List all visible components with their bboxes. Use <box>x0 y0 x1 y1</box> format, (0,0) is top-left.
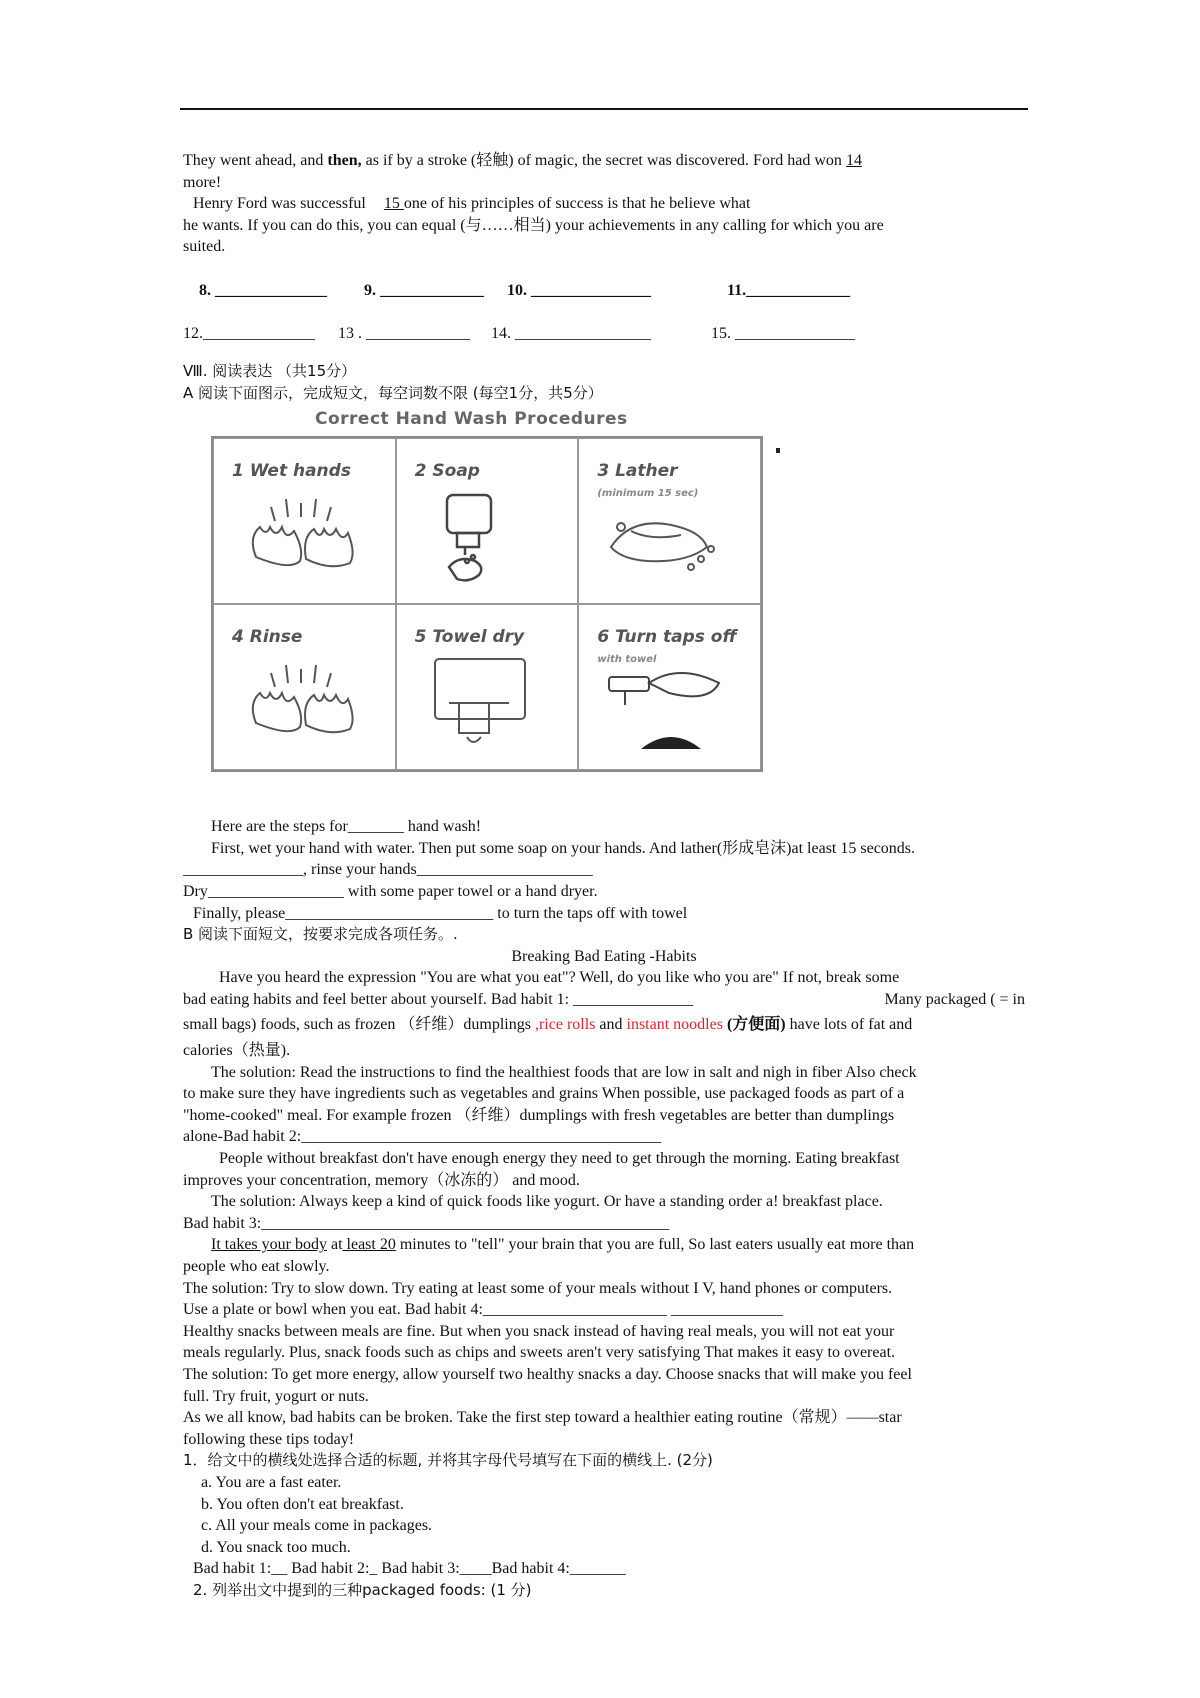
task-option: b. You often don't eat breakfast. <box>201 1495 404 1513</box>
step-cell <box>578 438 761 604</box>
story-line-1: They went ahead, and then, as if by a stroke (轻触) of magic, the secret was discovered. Ford had won 14 <box>183 152 862 169</box>
passage-b-line: to make sure they have ingredients such as vegetables and grains When possible, use packaged foods as part of a <box>183 1085 905 1103</box>
lather-hands-icon <box>601 487 731 587</box>
passage-a-line-2: First, wet your hand with water. Then put some soap on your hands. And lather(形成皂沫)at least 15 seconds. <box>211 839 916 857</box>
passage-b-line: Healthy snacks between meals are fine. But when you snack instead of having real meals, you will not eat your <box>183 1322 895 1340</box>
story-line-2: more! <box>183 173 222 191</box>
stray-mark <box>776 448 780 453</box>
answer-row-1: 8. ______________ 9. _____________ 10. _______________ 11._____________ <box>199 281 851 299</box>
step-label: 4 Rinse <box>232 627 303 648</box>
passage-a-line-1: Here are the steps for_______ hand wash! <box>211 818 482 836</box>
passage-b-line: small bags) foods, such as frozen （纤维）dumplings ,rice rolls and instant noodles (方便面) have lots of fat and <box>183 1016 913 1034</box>
passage-b-line: People without breakfast don't have enough energy they need to get through the morning. Eating breakfast <box>219 1150 900 1168</box>
blank-15: 15 <box>383 195 404 213</box>
passage-b-line: bad eating habits and feel better about yourself. Bad habit 1: _______________ Many packaged ( = in <box>183 990 1025 1008</box>
task-option: c. All your meals come in packages. <box>201 1517 433 1535</box>
figure-title: Correct Hand Wash Procedures <box>315 408 628 429</box>
tap-towel-icon <box>601 653 731 753</box>
passage-b-line: full. Try fruit, yogurt or nuts. <box>183 1387 369 1405</box>
step-cell <box>396 438 579 604</box>
passage-b-line: It takes your body at least 20 minutes to "tell" your brain that you are full, So last eaters usually eat more than <box>211 1236 915 1254</box>
step-cell <box>213 604 396 770</box>
passage-b-line: The solution: Always keep a kind of quick foods like yogurt. Or have a standing order a! breakfast place. <box>211 1193 883 1211</box>
passage-b-line: improves your concentration, memory（冰冻的） and mood. <box>183 1171 580 1189</box>
document-body <box>183 150 1025 1602</box>
passage-b-line: meals regularly. Plus, snack foods such as chips and sweets aren't very satisfying That makes it easy to overeat. <box>183 1344 896 1362</box>
passage-a-line-5: Finally, please__________________________ to turn the taps off with towel <box>193 904 688 922</box>
step-cell <box>578 604 761 770</box>
passage-b-line: Use a plate or bowl when you eat. Bad habit 4:_______________________ ______________ <box>183 1301 783 1319</box>
rinse-hands-icon <box>236 653 366 753</box>
part-a-instruction: A 阅读下面图示，完成短文，每空词数不限 (每空1分，共5分） <box>183 383 603 402</box>
step-label: 1 Wet hands <box>232 461 351 482</box>
step-cell <box>213 438 396 604</box>
task-option: d. You snack too much. <box>201 1538 351 1556</box>
step-label: 5 Towel dry <box>414 627 525 648</box>
story-line-4: he wants. If you can do this, you can equal (与……相当) your achievements in any calling for which you are <box>183 216 884 234</box>
answer-row-2: 12.______________ 13 . _____________ 14. _________________ 15. _______________ <box>183 324 855 342</box>
hand-wash-figure <box>211 436 763 772</box>
task-2-question: 2. 列举出文中提到的三种packaged foods: (1 分) <box>193 1580 532 1599</box>
blank-14: 14 <box>845 152 862 169</box>
passage-b-line: "home-cooked" meal. For example frozen （纤维）dumplings with fresh vegetables are better than dumplings <box>183 1106 895 1124</box>
towel-dispenser-icon <box>419 653 549 753</box>
soap-dispenser-icon <box>419 487 549 587</box>
passage-b-line: Bad habit 3:___________________________________________________ <box>183 1214 670 1232</box>
passage-a-line-3: _______________, rinse your hands______________________ <box>183 861 593 879</box>
step-cell <box>396 604 579 770</box>
passage-b-line: alone-Bad habit 2:_____________________________________________ <box>183 1128 662 1146</box>
passage-b-line: As we all know, bad habits can be broken. Take the first step toward a healthier eating routine（常规）——star <box>183 1409 902 1427</box>
passage-b-line: following these tips today! <box>183 1430 355 1448</box>
step-label: 3 Lather (minimum 15 sec) <box>597 461 699 499</box>
task-1-answer-line: Bad habit 1:__ Bad habit 2:_ Bad habit 3:____Bad habit 4:_______ <box>193 1560 626 1578</box>
section-heading: Ⅷ. 阅读表达 （共15分） <box>183 362 357 381</box>
step-label: 2 Soap <box>414 461 480 482</box>
part-b-instruction: B 阅读下面短文，按要求完成各项任务。. <box>183 925 458 944</box>
story-line-3: Henry Ford was successful 15 one of his principles of success is that he believe what <box>193 195 751 213</box>
passage-b-line: calories（热量). <box>183 1042 291 1060</box>
passage-b-line: people who eat slowly. <box>183 1258 330 1275</box>
passage-b-title: Breaking Bad Eating -Habits <box>511 947 697 965</box>
task-option: a. You are a fast eater. <box>201 1473 342 1491</box>
passage-b-line: The solution: To get more energy, allow yourself two healthy snacks a day. Choose snacks that will make you feel <box>183 1365 912 1383</box>
step-label: 6 Turn taps off with towel <box>597 627 737 665</box>
passage-b-line: Have you heard the expression "You are what you eat"? Well, do you like who you are" If not, break some <box>219 969 900 987</box>
passage-b-line: The solution: Read the instructions to find the healthiest foods that are low in salt and nigh in fiber Also check <box>211 1063 917 1081</box>
passage-a-line-4: Dry_________________ with some paper towel or a hand dryer. <box>183 882 598 900</box>
wet-hands-icon <box>236 487 366 587</box>
task-1-question: 1．给文中的横线处选择合适的标题, 并将其字母代号填写在下面的横线上. (2分) <box>183 1451 713 1470</box>
header-rule <box>180 108 1028 110</box>
story-line-5: suited. <box>183 238 226 256</box>
passage-b-line: The solution: Try to slow down. Try eating at least some of your meals without I V, hand phones or computers. <box>183 1279 893 1297</box>
